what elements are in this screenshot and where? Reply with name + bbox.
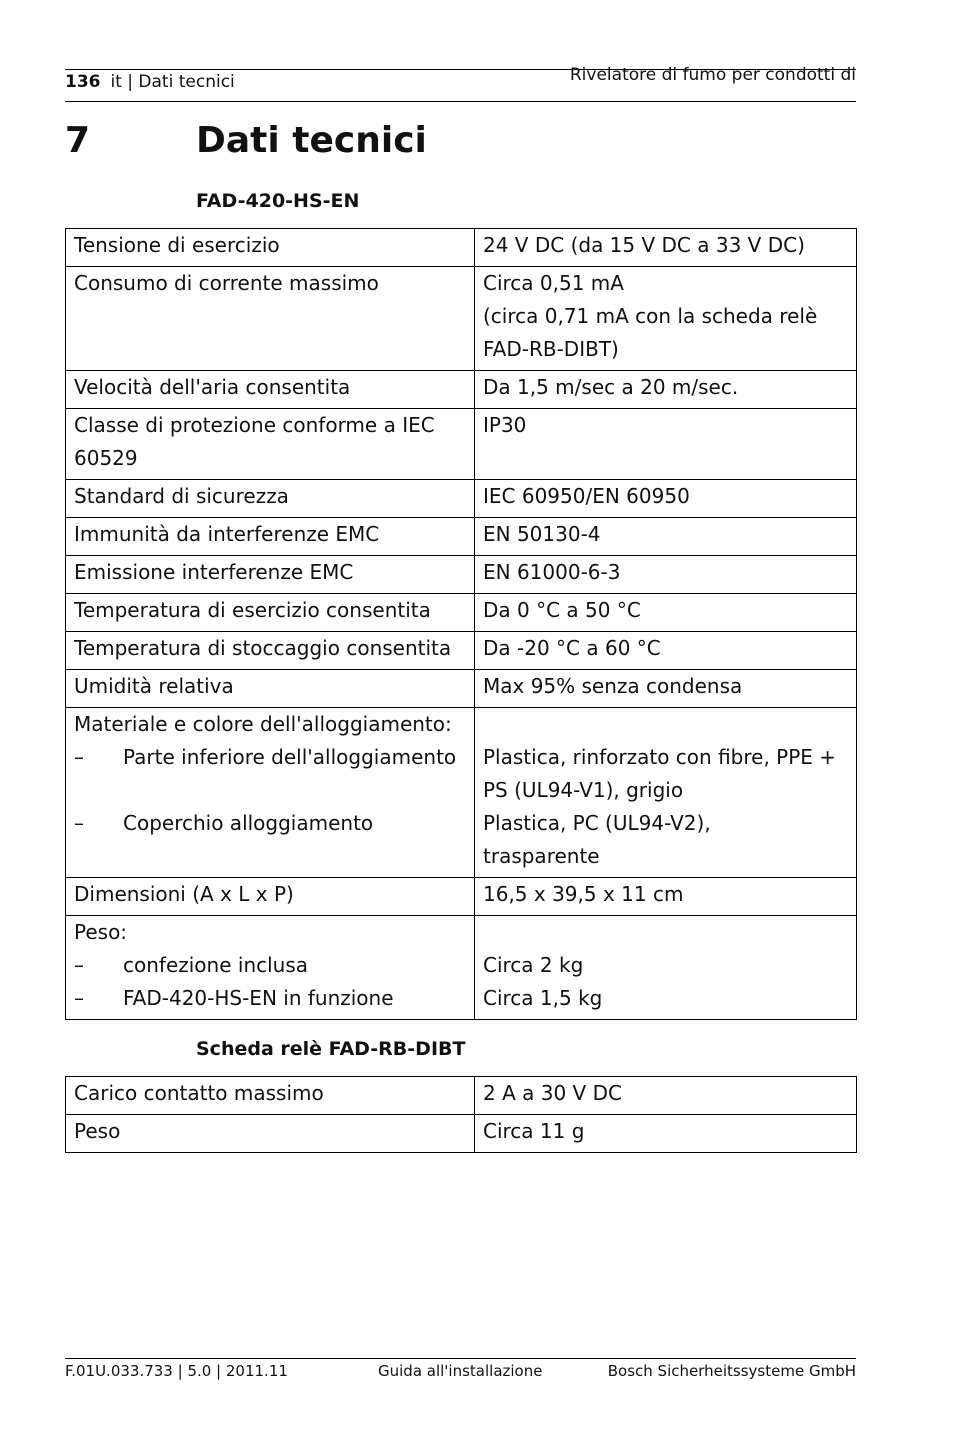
header-left [65,72,235,92]
row-value: Circa 0,51 mA (circa 0,71 mA con la scheda relè FAD-RB-DIBT) [475,267,857,371]
dash-bullet: – [74,745,84,769]
row-label: Peso: – confezione inclusa – FAD-420-HS-EN in funzione [66,916,475,1020]
row-value: Da 1,5 m/sec a 20 m/sec. [475,371,857,409]
row-label: Classe di protezione conforme a IEC 60529 [66,409,475,480]
table-row [66,594,857,632]
chapter-number: 7 [65,120,91,161]
table-row [66,371,857,409]
row-label: Dimensioni (A x L x P) [66,878,475,916]
table-row [66,670,857,708]
table-row [66,409,857,480]
row-value: Da -20 °C a 60 °C [475,632,857,670]
list-item: – Coperchio alloggiamento [74,807,466,840]
list-item: – confezione inclusa [74,949,466,982]
table-row [66,556,857,594]
row-value: IEC 60950/EN 60950 [475,480,857,518]
row-label: Peso [66,1115,475,1153]
list-item: – Parte inferiore dell'alloggiamento [74,741,466,774]
spec-table-fad-420-hs-en [65,228,857,1020]
row-label: Immunità da interferenze EMC [66,518,475,556]
row-label: Emissione interferenze EMC [66,556,475,594]
table2-heading: Scheda relè FAD-RB-DIBT [196,1038,466,1060]
row-label: Carico contatto massimo [66,1077,475,1115]
row-value: Plastica, rinforzato con fibre, PPE + PS (UL94-V1), grigio Plastica, PC (UL94-V2), trasparente [475,708,857,878]
row-label: Temperatura di stoccaggio consentita [66,632,475,670]
row-label: Temperatura di esercizio consentita [66,594,475,632]
table-row [66,1077,857,1115]
footer-doc-code: F.01U.033.733 | 5.0 | 2011.11 [65,1362,288,1380]
header-rule-bottom [65,101,856,102]
row-value: EN 50130-4 [475,518,857,556]
table-row [66,480,857,518]
table-row [66,916,857,1020]
footer-company: Bosch Sicherheitssysteme GmbH [607,1362,856,1380]
table1-heading: FAD-420-HS-EN [196,190,360,212]
table-row [66,878,857,916]
chapter-title: Dati tecnici [196,120,427,161]
table-row [66,518,857,556]
header-section: it | Dati tecnici [110,72,235,92]
row-label: Tensione di esercizio [66,229,475,267]
dash-bullet: – [74,986,84,1010]
row-label: Umidità relativa [66,670,475,708]
row-value: Max 95% senza condensa [475,670,857,708]
row-value: 24 V DC (da 15 V DC a 33 V DC) [475,229,857,267]
footer-rule [65,1358,856,1359]
row-label: Materiale e colore dell'alloggiamento: – Parte inferiore dell'alloggiamento – Coperchio alloggiamento [66,708,475,878]
table-row [66,708,857,878]
spec-table-relay-board [65,1076,857,1153]
row-label: Velocità dell'aria consentita [66,371,475,409]
footer-doc-type: Guida all'installazione [378,1362,543,1380]
row-value: IP30 [475,409,857,480]
row-value: 2 A a 30 V DC [475,1077,857,1115]
row-value: Circa 2 kg Circa 1,5 kg [475,916,857,1020]
table-row [66,632,857,670]
row-label: Standard di sicurezza [66,480,475,518]
row-label: Consumo di corrente massimo [66,267,475,371]
dash-bullet: – [74,811,84,835]
row-value: 16,5 x 39,5 x 11 cm [475,878,857,916]
header-doc-title: Rivelatore di fumo per condotti di [569,65,856,85]
table-row [66,1115,857,1153]
row-value: Da 0 °C a 50 °C [475,594,857,632]
table-row [66,229,857,267]
page-number: 136 [65,72,101,92]
row-value: Circa 11 g [475,1115,857,1153]
list-item: – FAD-420-HS-EN in funzione [74,982,466,1015]
row-value: EN 61000-6-3 [475,556,857,594]
dash-bullet: – [74,953,84,977]
table-row [66,267,857,371]
